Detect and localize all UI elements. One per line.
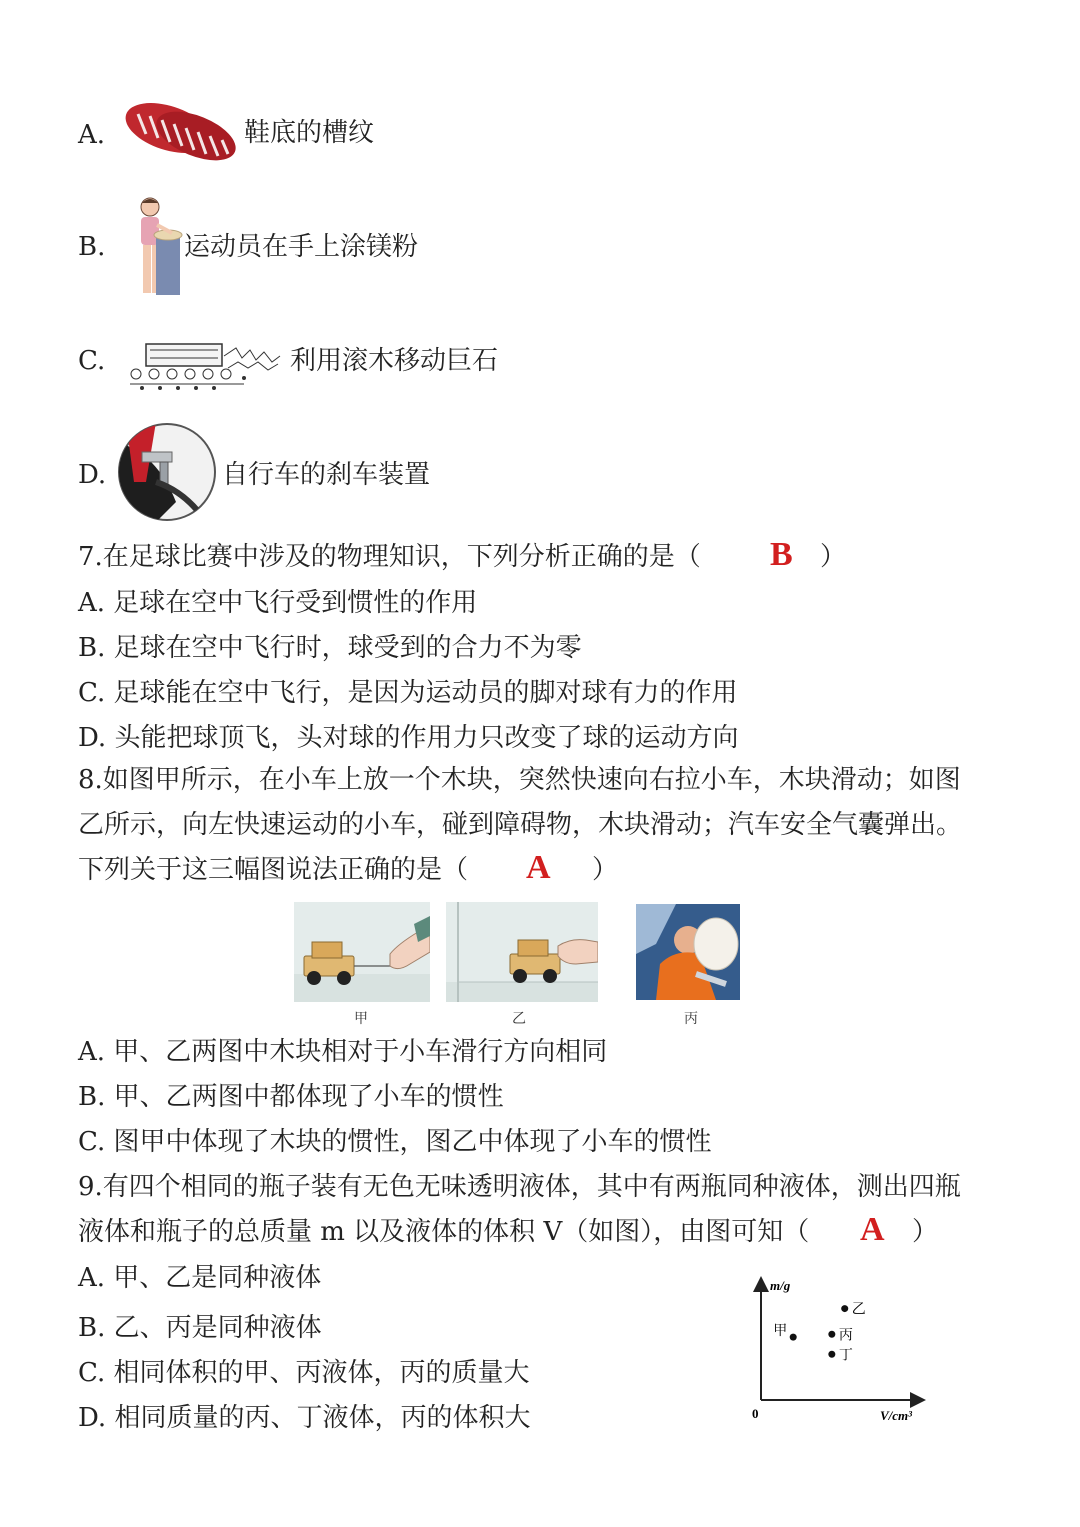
q7-stem-text: 7.在足球比赛中涉及的物理知识，下列分析正确的是（ (78, 542, 701, 572)
data-point (841, 1305, 848, 1312)
data-point (828, 1351, 835, 1358)
q8-option-b: B. 甲、乙两图中都体现了小车的惯性 (78, 1082, 504, 1112)
mass-volume-chart (740, 1270, 940, 1430)
option-letter: A. (78, 120, 106, 150)
data-point (790, 1334, 797, 1341)
q7-stem (78, 540, 701, 574)
data-point-label: 甲 (773, 1323, 788, 1340)
q7-option-c: C. 足球能在空中飞行，是因为运动员的脚对球有力的作用 (78, 678, 738, 708)
figure-caption: 甲 (354, 1011, 368, 1027)
q9-stem-line2: 液体和瓶子的总质量 m 以及液体的体积 V（如图），由图可知（ (78, 1217, 810, 1247)
q8-option-c: C. 图甲中体现了木块的惯性，图乙中体现了小车的惯性 (78, 1127, 712, 1157)
q8-close-paren: ） (592, 855, 619, 885)
q7-option-b: B. 足球在空中飞行时，球受到的合力不为零 (78, 633, 582, 663)
option-text: 自行车的刹车装置 (222, 460, 431, 490)
q8-stem-line3: 下列关于这三幅图说法正确的是（ (78, 855, 469, 885)
q9-option-c: C. 相同体积的甲、丙液体，丙的质量大 (78, 1358, 530, 1388)
data-point-label: 乙 (851, 1301, 866, 1318)
figure-caption: 乙 (512, 1011, 526, 1027)
q9-answer: A (860, 1211, 885, 1248)
data-point-label: 丙 (838, 1327, 853, 1344)
bike-brake-icon (116, 422, 218, 522)
q9-stem-line1: 9.有四个相同的瓶子装有无色无味透明液体，其中有两瓶同种液体，测出四瓶 (78, 1172, 961, 1202)
option-letter: D. (78, 460, 107, 490)
x-axis-label: V/cm³ (880, 1408, 913, 1423)
q8-stem-line1: 8.如图甲所示，在小车上放一个木块，突然快速向右拉小车，木块滑动；如图 (78, 765, 961, 795)
q9-option-d: D. 相同质量的丙、丁液体，丙的体积大 (78, 1403, 531, 1433)
q7-answer: B (770, 536, 793, 573)
figure-jia-cart-pulled (294, 902, 430, 1002)
figure-bing-airbag (636, 904, 740, 1000)
q8-answer: A (526, 849, 551, 886)
data-point-label: 丁 (838, 1347, 853, 1364)
data-point (828, 1331, 835, 1338)
shoe-sole-icon (118, 92, 242, 170)
option-letter: B. (78, 232, 106, 262)
q8-option-a: A. 甲、乙两图中木块相对于小车滑行方向相同 (78, 1037, 608, 1067)
figure-caption: 丙 (684, 1011, 698, 1027)
option-text: 利用滚木移动巨石 (290, 346, 499, 376)
origin-label: 0 (752, 1406, 759, 1421)
y-axis-label: m/g (770, 1278, 791, 1293)
q7-option-a: A. 足球在空中飞行受到惯性的作用 (78, 588, 478, 618)
option-text: 运动员在手上涂镁粉 (184, 232, 419, 262)
q9-close-paren: ） (912, 1217, 939, 1247)
gymnast-chalk-icon (130, 195, 184, 299)
q8-stem-line2: 乙所示，向左快速运动的小车，碰到障碍物，木块滑动；汽车安全气囊弹出。 (78, 810, 963, 840)
figure-yi-cart-obstacle (446, 902, 598, 1002)
option-letter: C. (78, 346, 106, 376)
rolling-logs-icon (124, 338, 284, 394)
q9-option-b: B. 乙、丙是同种液体 (78, 1313, 322, 1343)
q9-option-a: A. 甲、乙是同种液体 (78, 1263, 322, 1293)
q7-close-paren: ） (820, 542, 847, 572)
q7-option-d: D. 头能把球顶飞，头对球的作用力只改变了球的运动方向 (78, 723, 739, 753)
option-text: 鞋底的槽纹 (244, 118, 375, 148)
